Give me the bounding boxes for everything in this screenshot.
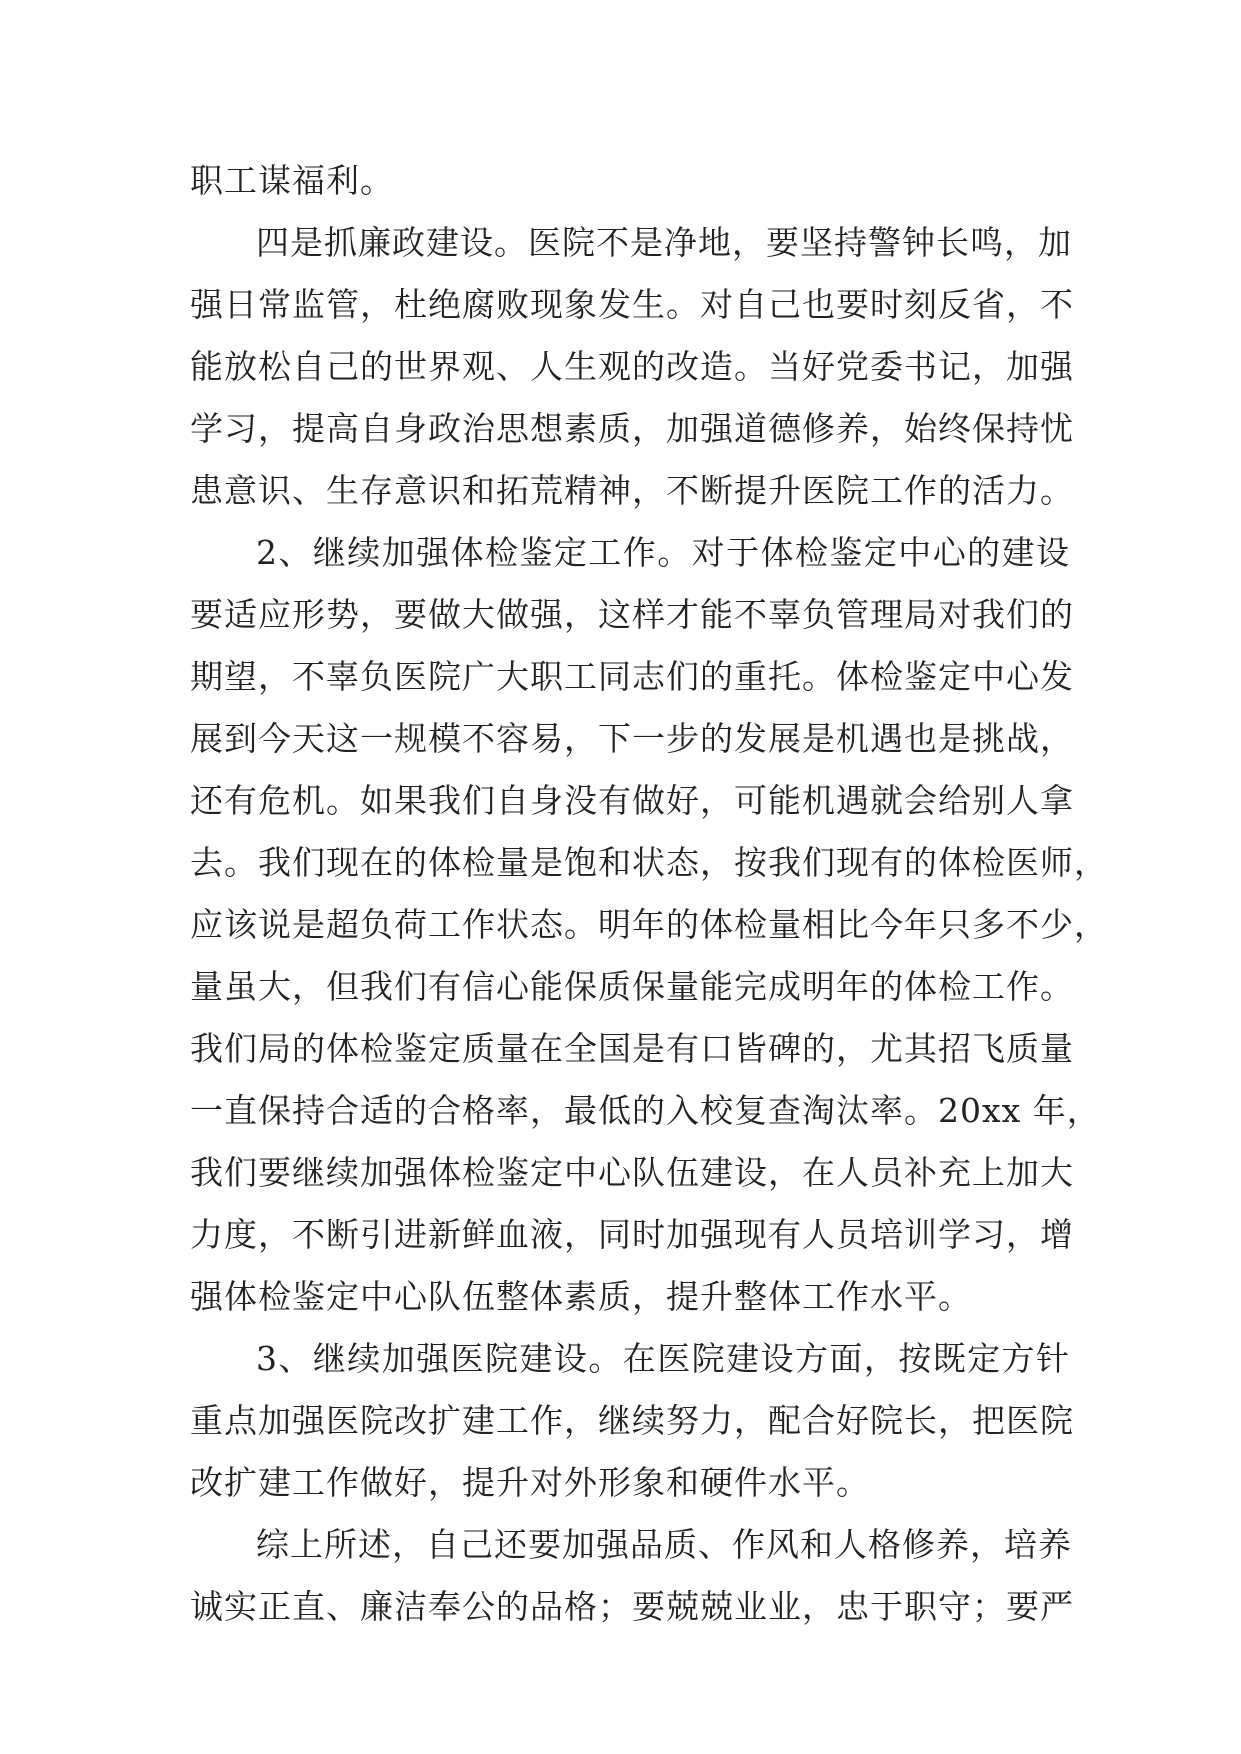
text-line: 重点加强医院改扩建工作，继续努力，配合好院长，把医院 <box>190 1401 1074 1440</box>
text-line: 能放松自己的世界观、人生观的改造。当好党委书记，加强 <box>190 347 1074 386</box>
text-line: 展到今天这一规模不容易，下一步的发展是机遇也是挑战， <box>190 719 1074 758</box>
text-line: 强体检鉴定中心队伍整体素质，提升整体工作水平。 <box>190 1277 972 1316</box>
text-line: 期望，不辜负医院广大职工同志们的重托。体检鉴定中心发 <box>190 657 1074 696</box>
text-line: 诚实正直、廉洁奉公的品格；要兢兢业业，忠于职守；要严 <box>190 1587 1074 1626</box>
text-line: 四是抓廉政建设。医院不是净地，要坚持警钟长鸣，加 <box>256 223 1072 262</box>
text-line: 应该说是超负荷工作状态。明年的体检量相比今年只多不少， <box>190 905 1108 944</box>
text-line: 去。我们现在的体检量是饱和状态，按我们现有的体检医师， <box>190 843 1108 882</box>
text-line: 要适应形势，要做大做强，这样才能不辜负管理局对我们的 <box>190 595 1074 634</box>
text-line: 还有危机。如果我们自身没有做好，可能机遇就会给别人拿 <box>190 781 1074 820</box>
document-body <box>190 150 1108 1638</box>
text-line: 一直保持合适的合格率，最低的入校复查淘汰率。20xx 年， <box>190 1091 1101 1130</box>
text-line: 强日常监管，杜绝腐败现象发生。对自己也要时刻反省，不 <box>190 285 1074 324</box>
text-line: 改扩建工作做好，提升对外形象和硬件水平。 <box>190 1463 870 1502</box>
text-line: 职工谋福利。 <box>190 161 394 200</box>
text-line: 量虽大，但我们有信心能保质保量能完成明年的体检工作。 <box>190 967 1074 1006</box>
text-line: 我们要继续加强体检鉴定中心队伍建设，在人员补充上加大 <box>190 1153 1074 1192</box>
text-line: 患意识、生存意识和拓荒精神，不断提升医院工作的活力。 <box>190 471 1074 510</box>
text-line: 3、继续加强医院建设。在医院建设方面，按既定方针 <box>256 1339 1070 1378</box>
text-line: 2、继续加强体检鉴定工作。对于体检鉴定中心的建设 <box>256 533 1070 572</box>
text-line: 综上所述，自己还要加强品质、作风和人格修养，培养 <box>256 1525 1072 1564</box>
text-line: 力度，不断引进新鲜血液，同时加强现有人员培训学习，增 <box>190 1215 1074 1254</box>
text-line: 学习，提高自身政治思想素质，加强道德修养，始终保持忧 <box>190 409 1074 448</box>
text-line: 我们局的体检鉴定质量在全国是有口皆碑的，尤其招飞质量 <box>190 1029 1074 1068</box>
